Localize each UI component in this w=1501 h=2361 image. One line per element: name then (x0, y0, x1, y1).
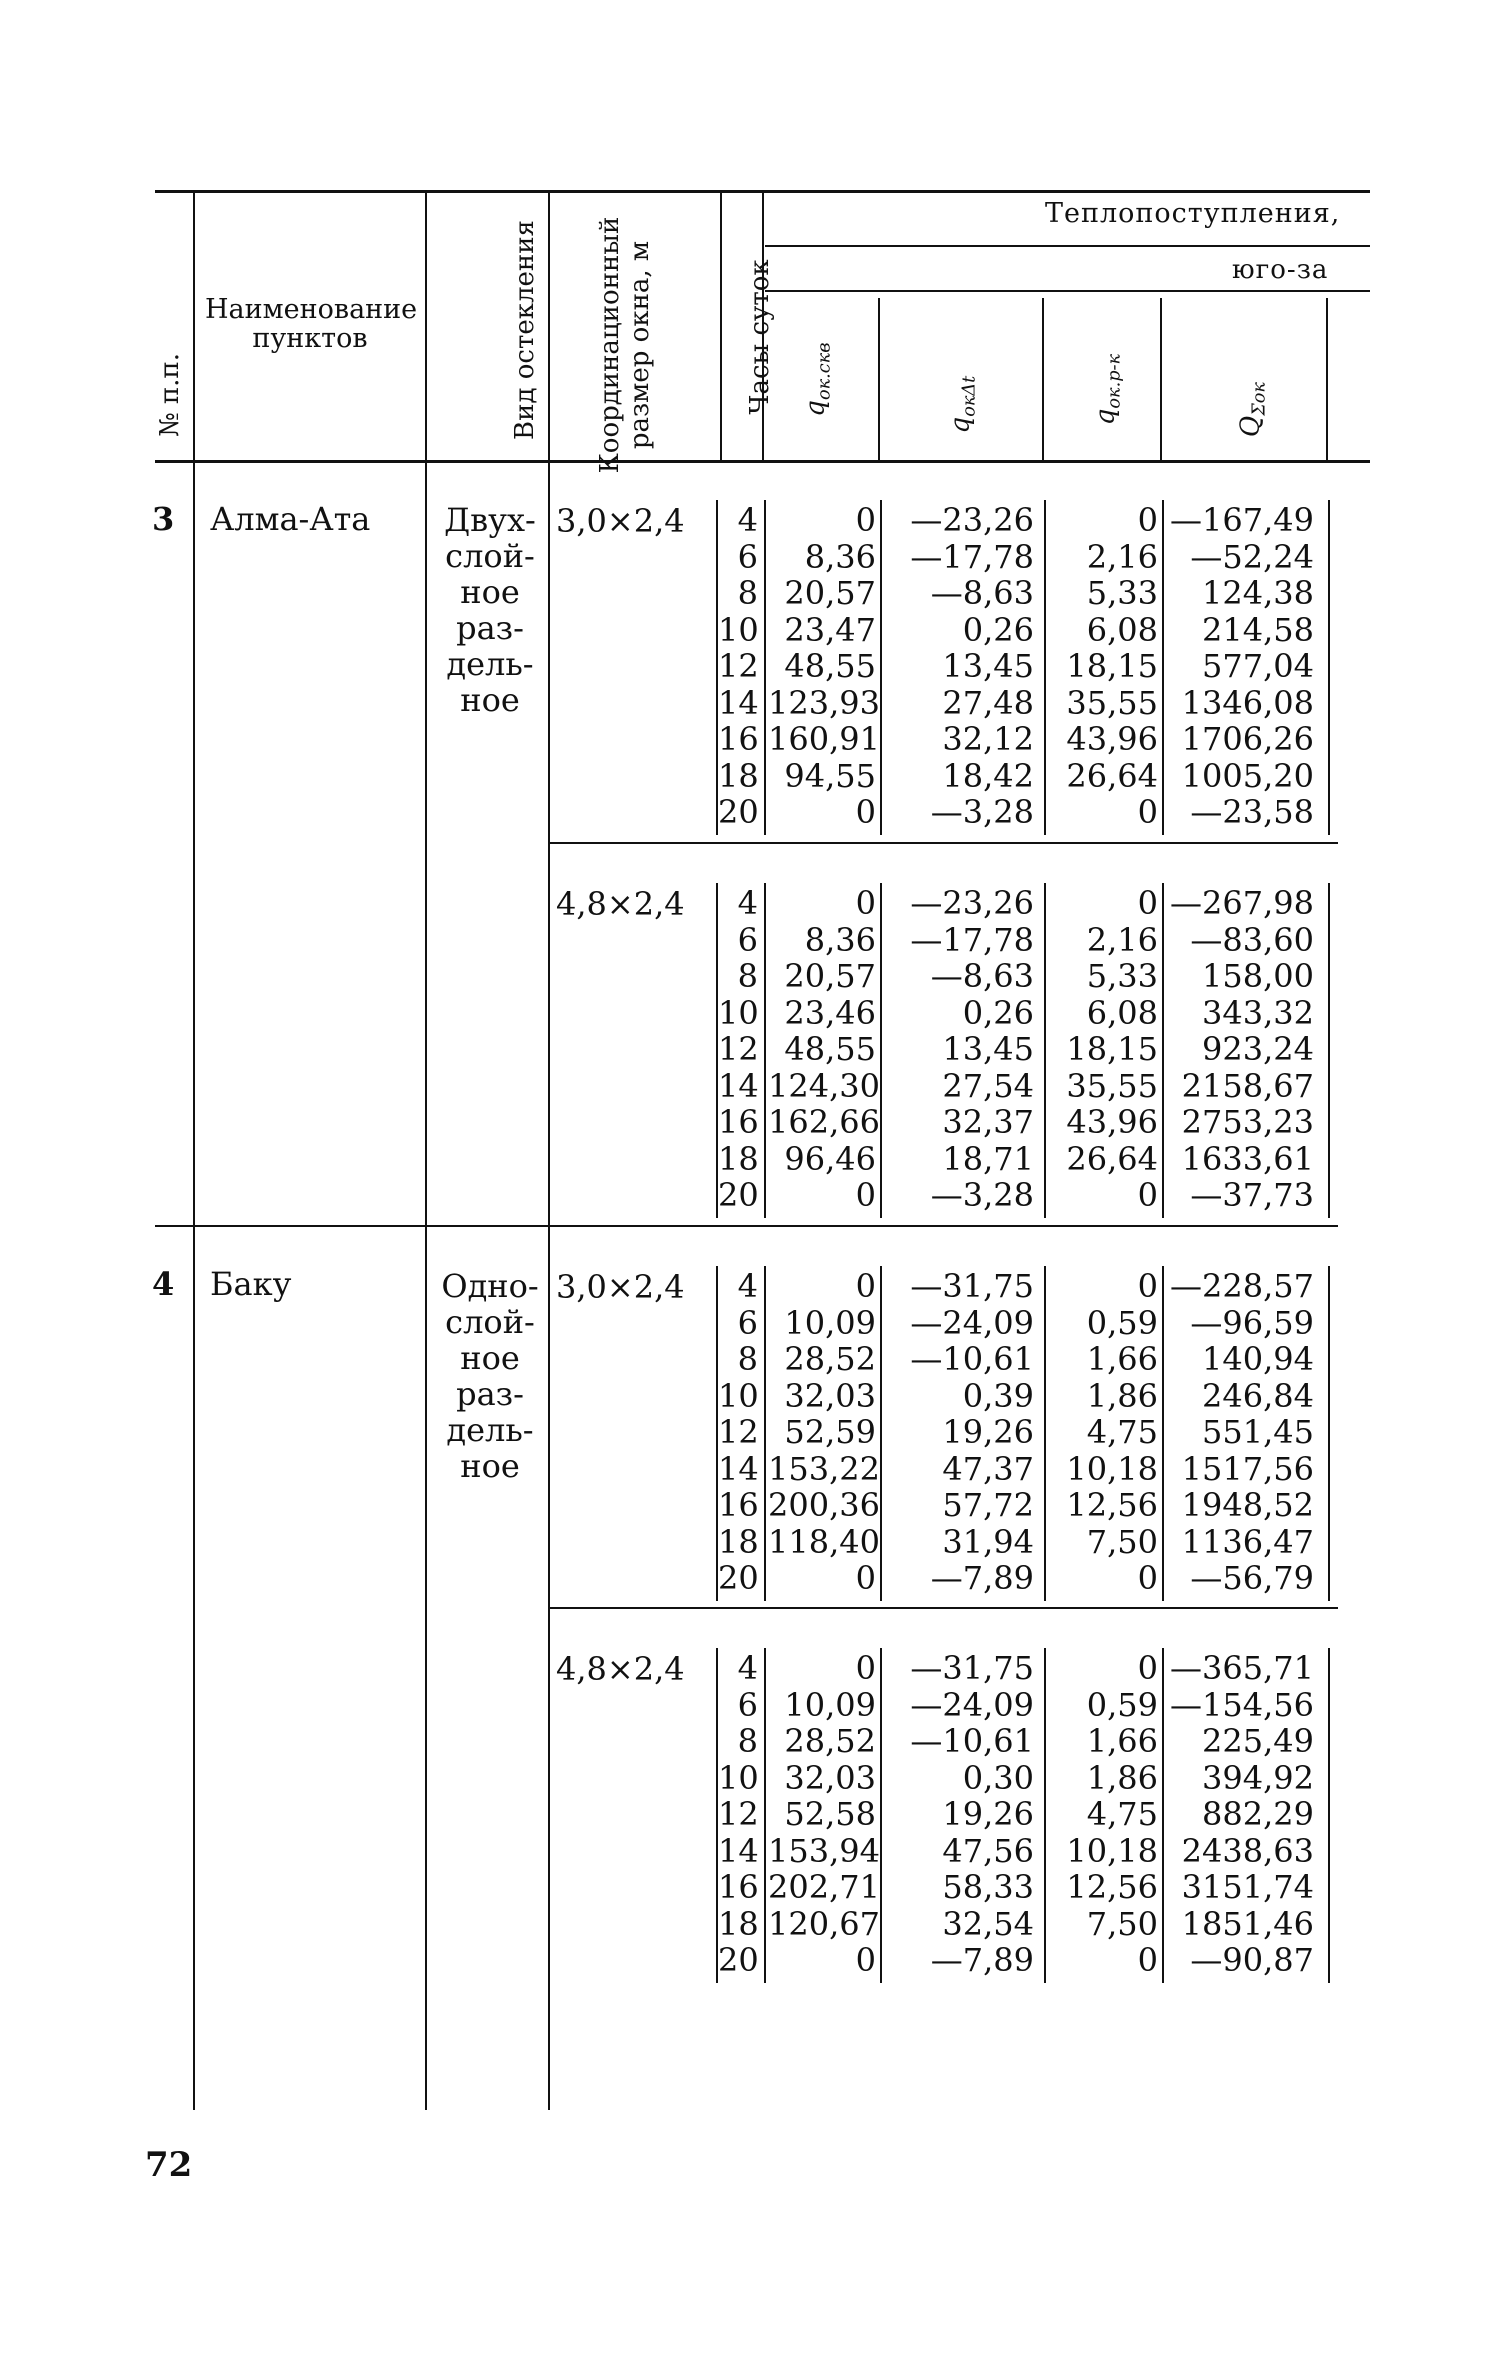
table-cell: —10,61 (910, 1340, 1034, 1378)
block-rule (1044, 883, 1046, 1218)
table-cell: 52,59 (784, 1413, 876, 1451)
block-rule (764, 500, 766, 835)
table-cell: 20 (718, 1176, 759, 1214)
section-no: 3 (152, 500, 175, 538)
table-cell: 8 (737, 574, 758, 612)
header-q-skv (800, 300, 839, 460)
table-cell: 1,86 (1086, 1376, 1158, 1415)
q-rk-col (1050, 1650, 1158, 1979)
header-group-title: Теплопоступления, (1045, 198, 1341, 229)
header-q-rk-sub: ок.р-к (1104, 353, 1125, 409)
table-cell: 5,33 (1086, 957, 1158, 995)
table-cell: 18 (718, 756, 759, 795)
subblock-rule (548, 1607, 1338, 1609)
table-cell: —3,28 (930, 793, 1034, 831)
table-cell: 0,26 (962, 993, 1034, 1032)
table-cell: 2438,63 (1181, 1831, 1314, 1870)
table-cell: 10 (718, 1376, 759, 1415)
table-cell: 0 (855, 1176, 876, 1214)
table-cell: —90,87 (1190, 1941, 1314, 1979)
group-rule-2 (765, 290, 1370, 292)
header-subgroup-title: юго-за (1232, 255, 1329, 285)
table-cell: 7,50 (1086, 1904, 1158, 1943)
q-rk-col (1050, 885, 1158, 1214)
table-cell: 0 (855, 1649, 876, 1687)
table-cell: 12 (718, 1413, 759, 1451)
header-q-skv-sub: ок.скв (814, 342, 835, 401)
table-cell: —17,78 (910, 920, 1034, 959)
table-cell: 5,33 (1086, 574, 1158, 612)
table-cell: 10,09 (784, 1685, 876, 1724)
block-rule (1044, 500, 1046, 835)
table-cell: 18,71 (942, 1139, 1034, 1178)
table-cell: —31,75 (910, 1267, 1034, 1305)
subblock-rule (548, 842, 1338, 844)
block-rule (764, 1266, 766, 1601)
q-skv-col (768, 884, 880, 1214)
table-cell: 8,36 (804, 920, 876, 959)
header-col-name: Наименование пунктов (205, 294, 418, 354)
table-cell: —96,59 (1190, 1303, 1314, 1342)
table-cell: 14 (718, 1449, 759, 1488)
table-cell: 20,57 (784, 957, 876, 995)
table-cell: —7,89 (930, 1559, 1034, 1597)
section-rule (155, 1225, 1338, 1227)
Q-col (1166, 885, 1314, 1214)
table-cell: 8 (737, 1722, 758, 1760)
col-rule-Q (1326, 298, 1328, 462)
table-cell: 16 (718, 1486, 759, 1524)
table-cell: 48,55 (784, 1030, 876, 1068)
header-q-skv-main: q (800, 400, 831, 417)
table-cell: 43,96 (1066, 720, 1158, 758)
table-cell: 394,92 (1202, 1758, 1314, 1797)
table-cell: —154,56 (1170, 1685, 1314, 1724)
table-cell: 246,84 (1202, 1376, 1314, 1415)
window-size: 4,8×2,4 (556, 885, 685, 923)
table-cell: 158,00 (1202, 957, 1314, 995)
table-cell: 58,33 (942, 1868, 1034, 1906)
table-cell: 57,72 (942, 1486, 1034, 1524)
table-cell: 4,75 (1086, 1413, 1158, 1451)
Q-col (1166, 1650, 1314, 1979)
table-cell: 16 (718, 1868, 759, 1906)
table-cell: 1005,20 (1181, 756, 1314, 795)
glazing-line: ное (460, 1339, 520, 1377)
table-cell: 6,08 (1086, 993, 1158, 1032)
table-cell: 52,58 (784, 1795, 876, 1833)
table-cell: 23,46 (784, 993, 876, 1032)
table-cell: 3151,74 (1181, 1868, 1314, 1906)
group-rule-1 (765, 245, 1370, 247)
table-cell: 0 (1137, 1649, 1158, 1687)
glazing-line: ное (460, 573, 520, 611)
table-cell: 27,48 (942, 683, 1034, 722)
table-cell: 0 (855, 1941, 876, 1979)
table-cell: —56,79 (1190, 1559, 1314, 1597)
header-col-glazing: Вид остекления (510, 220, 540, 440)
window-size: 4,8×2,4 (556, 1650, 685, 1688)
table-cell: 14 (718, 1066, 759, 1105)
col-rule-size (720, 192, 722, 462)
table-cell: 19,26 (942, 1413, 1034, 1451)
table-cell: 14 (718, 683, 759, 722)
glazing-line: слой- (445, 1303, 535, 1341)
table-cell: 32,37 (942, 1103, 1034, 1141)
header-col-size: Координационный размер окна, м (595, 216, 655, 474)
table-cell: 19,26 (942, 1795, 1034, 1833)
Q-col (1166, 1268, 1314, 1597)
header-q-dt-sub: окΔt (959, 375, 980, 417)
block-rule (1162, 1648, 1164, 1983)
table-cell: 0,26 (962, 610, 1034, 649)
table-cell: 202,71 (768, 1868, 880, 1906)
header-Q-main: Q (1235, 415, 1266, 438)
col-rule-skv (878, 298, 880, 462)
table-cell: 20 (718, 793, 759, 831)
table-cell: 47,56 (942, 1831, 1034, 1870)
table-cell: 225,49 (1202, 1722, 1314, 1760)
block-rule (764, 1648, 766, 1983)
table-cell: 35,55 (1066, 683, 1158, 722)
table-cell: 18,15 (1066, 647, 1158, 685)
glazing-line: ное (460, 681, 520, 719)
table-cell: 140,94 (1202, 1340, 1314, 1378)
block-rule (1044, 1266, 1046, 1601)
header-col-hours: Часы суток (745, 259, 775, 415)
table-cell: 160,91 (768, 720, 880, 758)
table-cell: 1,66 (1086, 1340, 1158, 1378)
table-cell: 0 (1137, 1176, 1158, 1214)
hours-col (718, 1268, 758, 1597)
glazing-line: раз- (456, 609, 524, 647)
glazing-type (435, 1268, 545, 1484)
table-cell: 2158,67 (1181, 1066, 1314, 1105)
table-cell: 120,67 (768, 1904, 880, 1943)
table-cell: —31,75 (910, 1649, 1034, 1687)
header-q-dt-main: q (945, 416, 976, 434)
col-rule-glazing (548, 192, 550, 2110)
Q-col (1166, 502, 1314, 831)
page-number: 72 (145, 2145, 193, 2185)
table-cell: —228,57 (1170, 1267, 1314, 1305)
table-cell: 35,55 (1066, 1066, 1158, 1105)
table-cell: 1851,46 (1181, 1904, 1314, 1943)
table-cell: 1517,56 (1181, 1449, 1314, 1488)
glazing-line: раз- (456, 1375, 524, 1413)
q-rk-col (1050, 502, 1158, 831)
block-rule (1044, 1648, 1046, 1983)
table-cell: 96,46 (784, 1139, 876, 1178)
section-no: 4 (152, 1265, 175, 1303)
table-cell: —23,26 (910, 501, 1034, 539)
table-cell: 0 (855, 793, 876, 831)
table-cell: 20 (718, 1559, 759, 1597)
table-cell: 577,04 (1202, 647, 1314, 685)
table-cell: 94,55 (784, 756, 876, 795)
header-q-rk (1090, 310, 1129, 470)
table-cell: 4 (737, 1649, 758, 1687)
table-cell: —8,63 (930, 574, 1034, 612)
col-rule-no (193, 192, 195, 2110)
table-cell: —24,09 (910, 1685, 1034, 1724)
table-cell: 162,66 (768, 1103, 880, 1141)
q-dt-col (882, 885, 1034, 1214)
table-cell: 124,30 (768, 1066, 880, 1105)
table-cell: —83,60 (1190, 920, 1314, 959)
header-Q-sub: Σок (1249, 382, 1270, 416)
table-cell: 1706,26 (1181, 720, 1314, 758)
table-cell: 0 (855, 884, 876, 922)
table-cell: 882,29 (1202, 1795, 1314, 1833)
table-cell: 1,66 (1086, 1722, 1158, 1760)
q-dt-col (882, 1268, 1034, 1597)
table-cell: 13,45 (942, 1030, 1034, 1068)
table-cell: 12 (718, 647, 759, 685)
header-Q (1235, 340, 1274, 480)
table-cell: 10 (718, 993, 759, 1032)
header-q-dt (945, 335, 984, 475)
table-cell: 4 (737, 884, 758, 922)
table-cell: 12,56 (1066, 1486, 1158, 1524)
glazing-line: дель- (446, 645, 534, 683)
q-skv-col (768, 1649, 880, 1979)
block-rule (1328, 1266, 1330, 1601)
table-cell: 153,94 (768, 1831, 880, 1870)
table-cell: 12,56 (1066, 1868, 1158, 1906)
table-cell: 32,03 (784, 1376, 876, 1415)
table-cell: 343,32 (1202, 993, 1314, 1032)
table-cell: 10,09 (784, 1303, 876, 1342)
col-rule-dt (1042, 298, 1044, 462)
table-cell: 6 (737, 537, 758, 576)
table-cell: 1346,08 (1181, 683, 1314, 722)
table-cell: 14 (718, 1831, 759, 1870)
col-rule-rk (1160, 298, 1162, 462)
table-cell: 2,16 (1086, 920, 1158, 959)
table-cell: 23,47 (784, 610, 876, 649)
q-dt-col (882, 1650, 1034, 1979)
table-cell: 0 (1137, 793, 1158, 831)
table-cell: 10 (718, 610, 759, 649)
table-cell: 0 (1137, 1941, 1158, 1979)
table-cell: 0 (1137, 501, 1158, 539)
table-cell: 13,45 (942, 647, 1034, 685)
table-cell: 16 (718, 720, 759, 758)
table-cell: 32,12 (942, 720, 1034, 758)
table-cell: 12 (718, 1795, 759, 1833)
table-cell: —10,61 (910, 1722, 1034, 1760)
table-cell: 8 (737, 1340, 758, 1378)
city-name: Баку (210, 1265, 292, 1303)
city-name: Алма-Ата (210, 500, 371, 538)
table-cell: 4 (737, 1267, 758, 1305)
table-cell: 26,64 (1066, 756, 1158, 795)
table-cell: 6 (737, 920, 758, 959)
table-cell: 118,40 (768, 1522, 880, 1561)
block-rule (1162, 1266, 1164, 1601)
block-rule (1162, 500, 1164, 835)
table-cell: 20,57 (784, 574, 876, 612)
q-skv-col (768, 501, 880, 831)
glazing-type (435, 502, 545, 718)
glazing-line: Одно- (441, 1267, 539, 1305)
block-rule (1328, 500, 1330, 835)
table-cell: 18,42 (942, 756, 1034, 795)
window-size: 3,0×2,4 (556, 1268, 685, 1306)
table-cell: 4 (737, 501, 758, 539)
table-cell: 6,08 (1086, 610, 1158, 649)
table-cell: 551,45 (1202, 1413, 1314, 1451)
table-cell: 1,86 (1086, 1758, 1158, 1797)
q-dt-col (882, 502, 1034, 831)
table-cell: 0 (1137, 1559, 1158, 1597)
block-rule (1162, 883, 1164, 1218)
table-cell: 0,39 (962, 1376, 1034, 1415)
table-cell: 8 (737, 957, 758, 995)
table-cell: 12 (718, 1030, 759, 1068)
table-cell: 0 (1137, 1267, 1158, 1305)
glazing-line: слой- (445, 537, 535, 575)
table-cell: 0 (855, 1267, 876, 1305)
table-cell: —37,73 (1190, 1176, 1314, 1214)
table-cell: —52,24 (1190, 537, 1314, 576)
table-cell: 32,03 (784, 1758, 876, 1797)
hours-col (718, 502, 758, 831)
table-cell: 16 (718, 1103, 759, 1141)
glazing-line: ное (460, 1447, 520, 1485)
table-cell: 200,36 (768, 1486, 880, 1524)
glazing-line: дель- (446, 1411, 534, 1449)
table-cell: 123,93 (768, 683, 880, 722)
table-cell: 10 (718, 1758, 759, 1797)
window-size: 3,0×2,4 (556, 502, 685, 540)
table-cell: 31,94 (942, 1522, 1034, 1561)
table-cell: 0,30 (962, 1758, 1034, 1797)
block-rule (1328, 1648, 1330, 1983)
table-cell: 28,52 (784, 1340, 876, 1378)
table-cell: 124,38 (1202, 574, 1314, 612)
table-cell: 7,50 (1086, 1522, 1158, 1561)
table-cell: 32,54 (942, 1904, 1034, 1943)
table-cell: —3,28 (930, 1176, 1034, 1214)
table-cell: —17,78 (910, 537, 1034, 576)
hours-col (718, 885, 758, 1214)
table-cell: 20 (718, 1941, 759, 1979)
table-cell: 6 (737, 1685, 758, 1724)
table-cell: —7,89 (930, 1941, 1034, 1979)
table-cell: 214,58 (1202, 610, 1314, 649)
table-cell: 48,55 (784, 647, 876, 685)
table-cell: 1136,47 (1181, 1522, 1314, 1561)
table-cell: 8,36 (804, 537, 876, 576)
table-cell: 47,37 (942, 1449, 1034, 1488)
glazing-line: Двух- (444, 501, 536, 539)
table-cell: —24,09 (910, 1303, 1034, 1342)
table-cell: 43,96 (1066, 1103, 1158, 1141)
table-cell: 0 (855, 501, 876, 539)
table-cell: 1948,52 (1181, 1486, 1314, 1524)
table-cell: —23,58 (1190, 793, 1314, 831)
table-cell: 10,18 (1066, 1449, 1158, 1488)
table-cell: —267,98 (1170, 884, 1314, 922)
table-cell: 0,59 (1086, 1303, 1158, 1342)
table-cell: 0 (855, 1559, 876, 1597)
table-cell: 0 (1137, 884, 1158, 922)
table-cell: 2,16 (1086, 537, 1158, 576)
col-rule-name (425, 192, 427, 2110)
table-cell: 6 (737, 1303, 758, 1342)
block-rule (764, 883, 766, 1218)
q-rk-col (1050, 1268, 1158, 1597)
table-cell: 18 (718, 1139, 759, 1178)
table-cell: 28,52 (784, 1722, 876, 1760)
block-rule (1328, 883, 1330, 1218)
table-cell: 1633,61 (1181, 1139, 1314, 1178)
header-q-rk-main: q (1090, 408, 1121, 426)
table-cell: —365,71 (1170, 1649, 1314, 1687)
table-cell: 18 (718, 1904, 759, 1943)
q-skv-col (768, 1267, 880, 1597)
table-cell: —23,26 (910, 884, 1034, 922)
table-cell: 4,75 (1086, 1795, 1158, 1833)
table-cell: 18 (718, 1522, 759, 1561)
header-col-no: № п.п. (155, 352, 185, 438)
table-cell: 153,22 (768, 1449, 880, 1488)
table-cell: —167,49 (1170, 501, 1314, 539)
table-cell: 26,64 (1066, 1139, 1158, 1178)
table-cell: 10,18 (1066, 1831, 1158, 1870)
table-cell: 27,54 (942, 1066, 1034, 1105)
table-cell: 923,24 (1202, 1030, 1314, 1068)
hours-col (718, 1650, 758, 1979)
table-cell: —8,63 (930, 957, 1034, 995)
table-cell: 18,15 (1066, 1030, 1158, 1068)
table-cell: 2753,23 (1181, 1103, 1314, 1141)
table-cell: 0,59 (1086, 1685, 1158, 1724)
